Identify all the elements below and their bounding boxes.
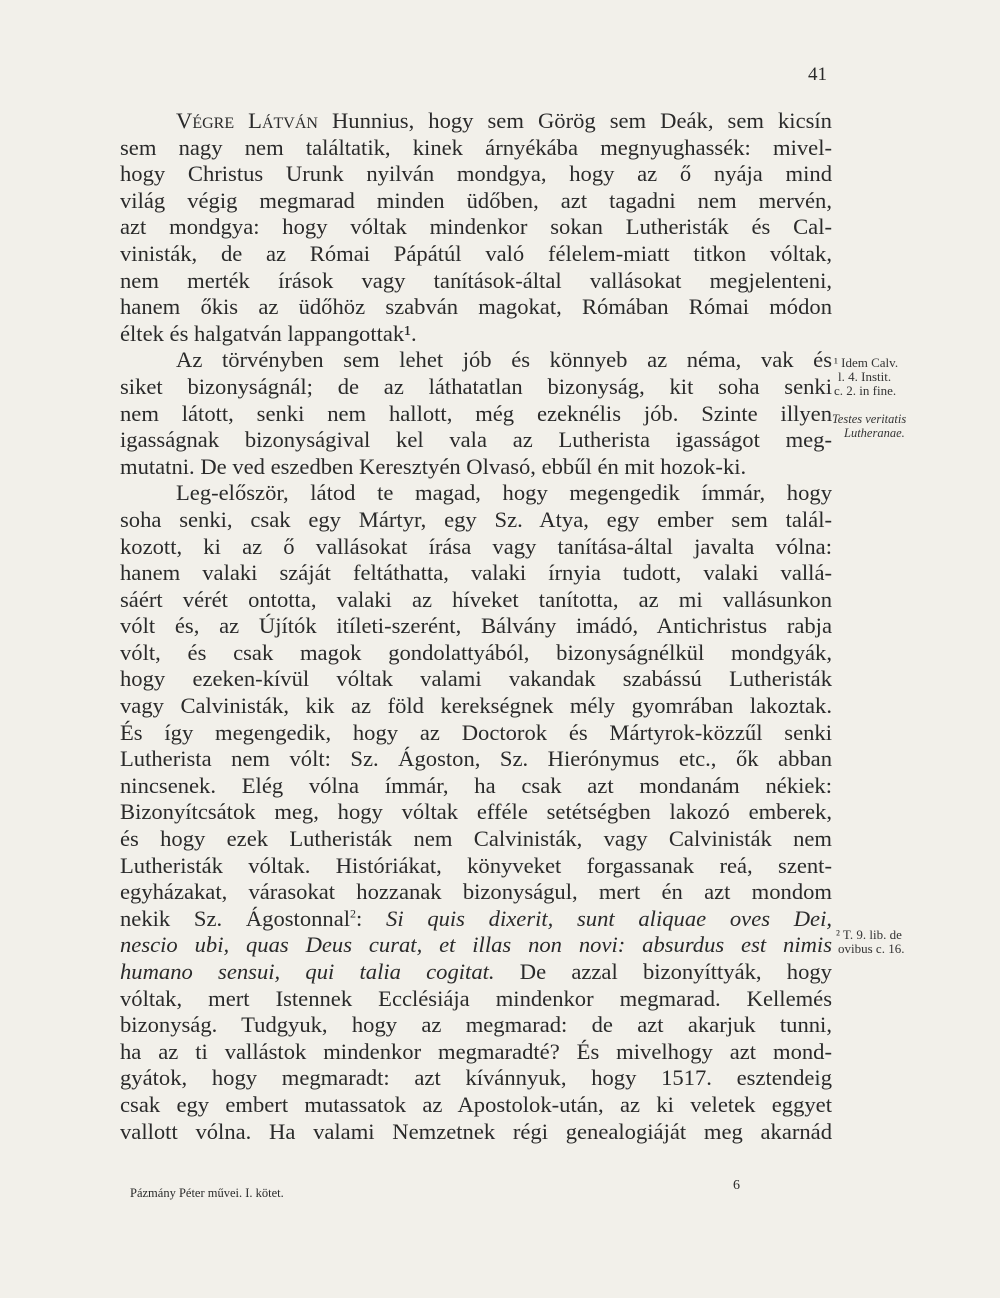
text-line: Lutheristák vóltak. Históriákat, könyveket forgassanak reá, szent- [120,852,832,878]
text-line: soha senki, csak egy Mártyr, egy Sz. Atya, egy ember sem talál- [120,506,832,532]
text-line: vólt, és csak magok gondolattyából, bizonyságnélkül mondgyák, [120,639,832,665]
footer-signature: 6 [733,1178,740,1193]
margin-note-line: ² T. 9. lib. de [836,927,902,942]
text-line: vagy Calvinisták, kik az föld kerekségnek mély gyomrában lakoztak. [120,693,832,719]
text-line: humano sensui, qui talia cogitat. De azzal bizonyíttyák, hogy [120,959,832,984]
text-line: hogy ezeken-kívül vóltak valami vakandak szabássú Lutheristák [120,666,832,692]
text-line: világ végig megmarad minden üdőben, azt tagadni nem mervén, [120,187,832,213]
text-line: vinisták, de az Római Pápátúl való félelem-miatt titkon vóltak, [120,240,832,266]
text-line: igasságnak bizonyságival kel vala az Lutherista igasságot meg- [120,427,832,453]
text-line: kozott, ki az ő vallásokat írása vagy tanítása-által javalta vólna: [120,533,832,559]
text-line: nem látott, senki nem hallott, még ezeknélis jób. Szinte illyen [120,400,832,426]
main-text [120,108,832,1145]
text-line: egyházakat, várasokat hozzanak bizonyságul, mert én azt mondom [120,879,832,905]
latin-quote: Si quis dixerit, sunt aliquae oves Dei, [386,905,832,931]
text-line: nekik Sz. Ágostonnal$^2$: Si quis dixerit, sunt aliquae oves Dei, [120,905,832,931]
text-line: sem nagy nem találtatik, kinek árnyékába megnyughassék: mivel- [120,134,832,160]
text-line: vóltak, mert Istennek Ecclésiája mindenkor megmarad. Kellemés [120,985,832,1011]
text-line: hanem őkis az üdőhöz szabván magokat, Rómában Római módon [120,294,832,320]
text-line: csak egy embert mutassatok az Apostolok-után, az ki veletek eggyet [120,1091,832,1117]
text-line: nescio ubi, quas Deus curat, et illas non novi: absurdus est nimis [120,932,832,958]
text-line: vólt és, az Újítók itíleti-szerént, Bálvány imádó, Antichristus rabja [120,613,832,639]
text-line: éltek és halgatván lappangottak¹. [120,320,417,346]
text-line: Végre Látván Hunnius, hogy sem Görög sem Deák, sem kicsín [176,108,832,133]
margin-note-line: c. 2. in fine. [834,383,897,398]
margin-note-2 [836,928,904,956]
margin-note-line: Testes veritatis [832,412,907,426]
text-line: És így megengedik, hogy az Doctorok és Mártyrok-közzűl senki [120,719,832,745]
text-line: hogy Christus Urunk nyilván mondgya, hogy az ő nyája mind [120,161,832,187]
latin-quote: humano sensui, qui talia cogitat. [120,959,495,984]
small-caps-opening: Végre Látván [176,108,318,133]
margin-note-line: Lutheranae. [844,426,905,440]
text-line: siket bizonyságnál; de az láthatatlan bizonyság, kit soha senki [120,373,832,399]
text-line: Az törvényben sem lehet jób és könnyeb az néma, vak és [176,347,832,373]
text-line: nem merték írások vagy tanítások-által vallásokat megjelenteni, [120,267,832,293]
text-line: Lutherista nem vólt: Sz. Ágoston, Sz. Hierónymus etc., ők abban [120,746,832,772]
text-line: azt mondgya: hogy vóltak mindenkor sokan Lutheristák és Cal- [120,214,832,240]
text-line: ha az ti vallástok mindenkor megmaradté? És mivelhogy azt mond- [120,1038,832,1064]
text-line: Bizonyítcsátok meg, hogy vóltak efféle setétségben lakozó emberek, [120,799,832,825]
text-line: és hogy ezek Lutheristák nem Calvinisták, vagy Calvinisták nem [120,826,832,852]
text-line: Leg-először, látod te magad, hogy megengedik ímmár, hogy [176,480,832,506]
margin-note-line: ovibus c. 16. [838,941,905,956]
margin-note-line: ¹ Idem Calv. [834,355,899,370]
text-line: hanem valaki száját feltáthatta, valaki írnyia tudott, valaki vallá- [120,560,832,586]
footer-book-title: Pázmány Péter művei. I. kötet. [130,1186,284,1200]
text-line: nincsenek. Elég vólna ímmár, ha csak azt mondanám nékiek: [120,772,832,798]
margin-note-testes [832,412,906,440]
margin-note-line: l. 4. Instit. [838,369,892,384]
text-line: sáért vérét ontotta, valaki az híveket tanította, az mi vallásunkon [120,586,832,612]
margin-note-1 [834,356,898,398]
page-number: 41 [808,64,827,85]
text-line: vallott vólna. Ha valami Nemzetnek régi genealogiáját meg akarnád [120,1118,832,1144]
text-line: mutatni. De ved eszedben Keresztyén Olvasó, ebbűl én mit hozok-ki. [120,453,747,479]
text-line: gyátok, hogy megmaradt: azt kívánnyuk, hogy 1517. esztendeig [120,1065,832,1091]
text-line: bizonyság. Tudgyuk, hogy az megmarad: de azt akarjuk tunni, [120,1012,832,1038]
